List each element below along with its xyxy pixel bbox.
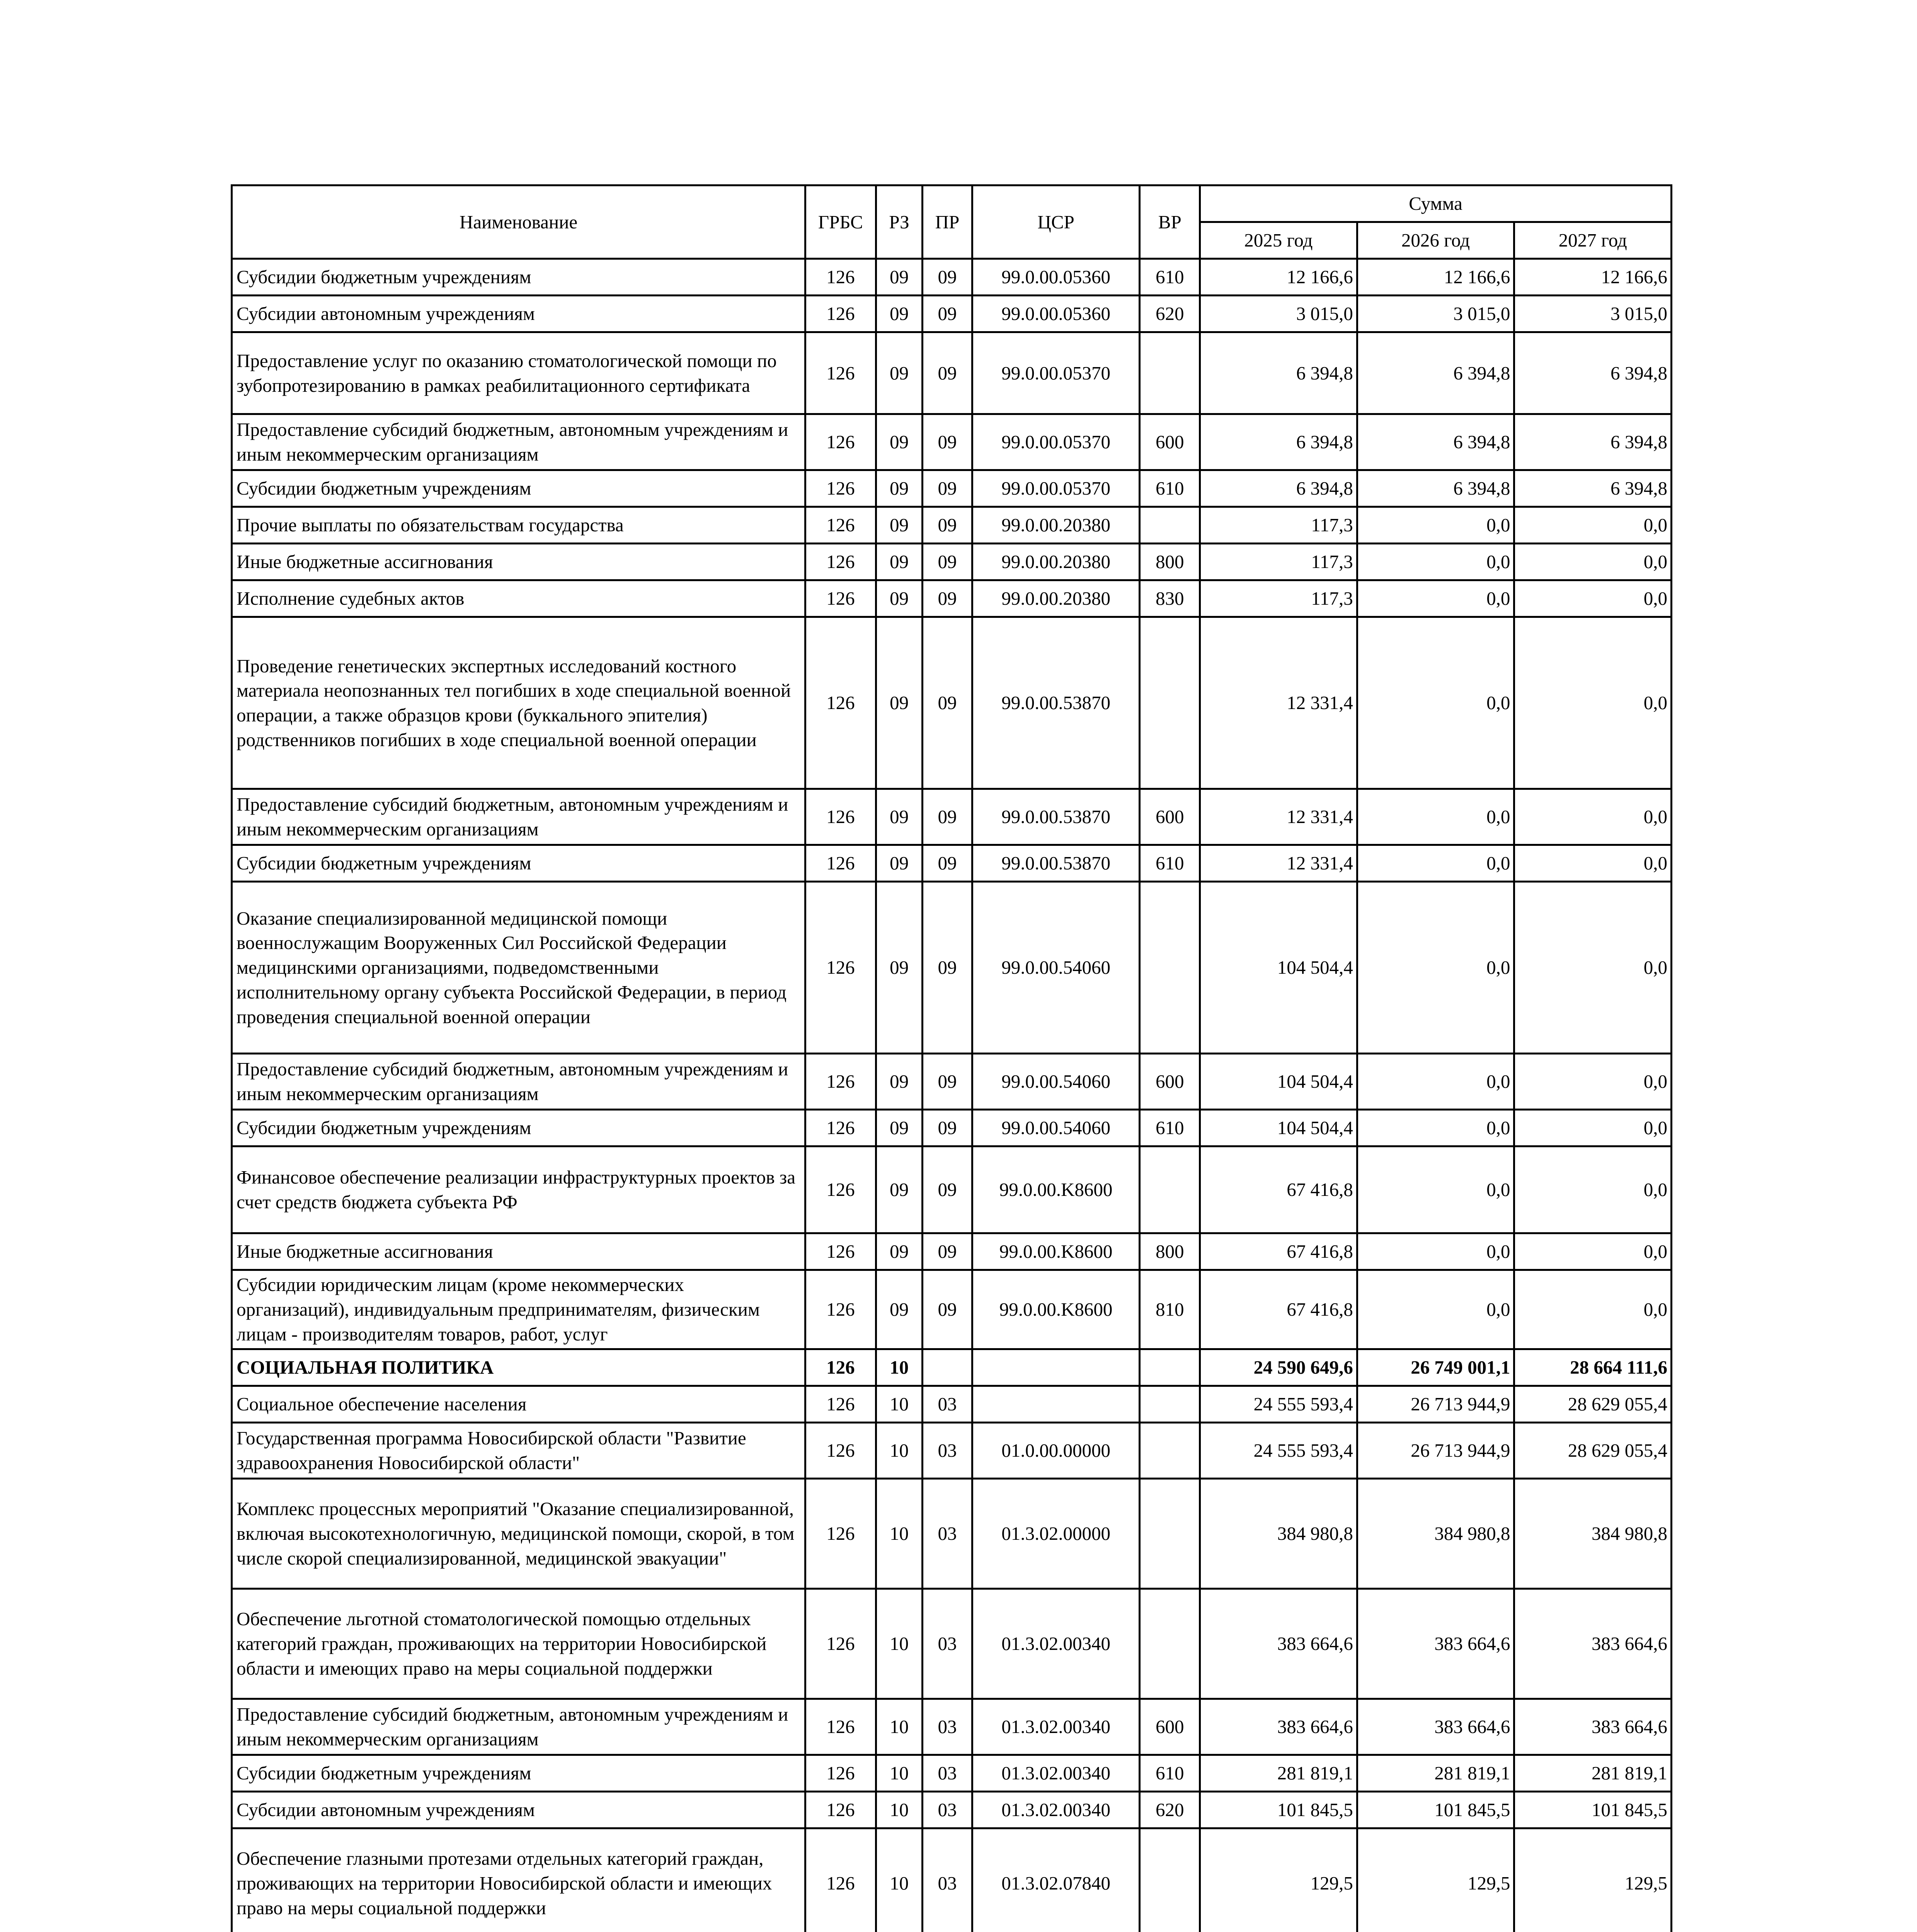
cell-2025: 6 394,8 xyxy=(1200,414,1357,470)
cell-grbs: 126 xyxy=(805,789,876,845)
table-row xyxy=(232,1755,1672,1792)
table-row xyxy=(232,617,1672,789)
cell-vr xyxy=(1140,507,1200,544)
cell-2026: 383 664,6 xyxy=(1357,1699,1514,1755)
cell-2027: 383 664,6 xyxy=(1514,1699,1672,1755)
cell-vr: 620 xyxy=(1140,296,1200,332)
table-row xyxy=(232,1589,1672,1699)
cell-rz: 09 xyxy=(876,1233,922,1270)
cell-rz: 09 xyxy=(876,789,922,845)
cell-grbs: 126 xyxy=(805,1755,876,1792)
cell-2027: 383 664,6 xyxy=(1514,1589,1672,1699)
cell-2025: 101 845,5 xyxy=(1200,1792,1357,1828)
cell-rz: 09 xyxy=(876,882,922,1054)
cell-vr: 610 xyxy=(1140,845,1200,882)
table-row xyxy=(232,1423,1672,1479)
cell-2027: 0,0 xyxy=(1514,1233,1672,1270)
cell-2025: 129,5 xyxy=(1200,1828,1357,1932)
cell-2026: 0,0 xyxy=(1357,544,1514,580)
cell-2025: 6 394,8 xyxy=(1200,332,1357,414)
table-row xyxy=(232,1386,1672,1423)
header-pr: ПР xyxy=(923,185,972,259)
cell-csr: 01.3.02.00340 xyxy=(972,1589,1140,1699)
cell-rz: 09 xyxy=(876,507,922,544)
table-row xyxy=(232,259,1672,296)
cell-2026: 0,0 xyxy=(1357,882,1514,1054)
cell-csr: 99.0.00.20380 xyxy=(972,507,1140,544)
cell-name: Субсидии бюджетным учреждениям xyxy=(232,1755,805,1792)
cell-csr: 99.0.00.54060 xyxy=(972,1054,1140,1110)
header-grbs: ГРБС xyxy=(805,185,876,259)
cell-pr: 03 xyxy=(923,1386,972,1423)
cell-pr: 03 xyxy=(923,1699,972,1755)
cell-vr: 600 xyxy=(1140,789,1200,845)
table-row xyxy=(232,1479,1672,1589)
cell-2027: 384 980,8 xyxy=(1514,1479,1672,1589)
cell-rz: 09 xyxy=(876,1054,922,1110)
cell-grbs: 126 xyxy=(805,1233,876,1270)
cell-pr: 09 xyxy=(923,1110,972,1146)
cell-2026: 281 819,1 xyxy=(1357,1755,1514,1792)
cell-name: СОЦИАЛЬНАЯ ПОЛИТИКА xyxy=(232,1349,805,1386)
table-row xyxy=(232,507,1672,544)
cell-2026: 26 749 001,1 xyxy=(1357,1349,1514,1386)
cell-pr xyxy=(923,1349,972,1386)
cell-name: Предоставление субсидий бюджетным, автономным учреждениям и иным некоммерческим организациям xyxy=(232,1699,805,1755)
cell-pr: 03 xyxy=(923,1423,972,1479)
cell-pr: 09 xyxy=(923,1233,972,1270)
cell-vr: 600 xyxy=(1140,414,1200,470)
cell-name: Субсидии бюджетным учреждениям xyxy=(232,470,805,507)
cell-rz: 10 xyxy=(876,1792,922,1828)
cell-pr: 09 xyxy=(923,882,972,1054)
cell-csr: 01.0.00.00000 xyxy=(972,1423,1140,1479)
cell-name: Комплекс процессных мероприятий "Оказание специализированной, включая высокотехнологичную, медицинской помощи, скорой, в том числе скорой специализированной, медицинской эвакуации" xyxy=(232,1479,805,1589)
cell-2025: 281 819,1 xyxy=(1200,1755,1357,1792)
table-row xyxy=(232,414,1672,470)
cell-2026: 0,0 xyxy=(1357,1270,1514,1349)
cell-2026: 0,0 xyxy=(1357,617,1514,789)
cell-2027: 0,0 xyxy=(1514,1270,1672,1349)
cell-2026: 26 713 944,9 xyxy=(1357,1386,1514,1423)
cell-grbs: 126 xyxy=(805,1792,876,1828)
cell-2025: 12 331,4 xyxy=(1200,845,1357,882)
cell-grbs: 126 xyxy=(805,259,876,296)
cell-name: Государственная программа Новосибирской области "Развитие здравоохранения Новосибирской области" xyxy=(232,1423,805,1479)
cell-pr: 09 xyxy=(923,845,972,882)
table-row xyxy=(232,1270,1672,1349)
cell-2027: 101 845,5 xyxy=(1514,1792,1672,1828)
cell-name: Субсидии автономным учреждениям xyxy=(232,1792,805,1828)
cell-rz: 09 xyxy=(876,296,922,332)
cell-2025: 6 394,8 xyxy=(1200,470,1357,507)
cell-grbs: 126 xyxy=(805,544,876,580)
cell-vr: 610 xyxy=(1140,470,1200,507)
cell-2027: 0,0 xyxy=(1514,580,1672,617)
cell-2027: 0,0 xyxy=(1514,1054,1672,1110)
cell-rz: 10 xyxy=(876,1589,922,1699)
cell-csr: 01.3.02.07840 xyxy=(972,1828,1140,1932)
cell-rz: 09 xyxy=(876,580,922,617)
cell-name: Субсидии бюджетным учреждениям xyxy=(232,845,805,882)
cell-2027: 6 394,8 xyxy=(1514,332,1672,414)
cell-grbs: 126 xyxy=(805,1699,876,1755)
header-year-2025: 2025 год xyxy=(1200,222,1357,259)
cell-pr: 03 xyxy=(923,1828,972,1932)
cell-pr: 09 xyxy=(923,296,972,332)
cell-2027: 6 394,8 xyxy=(1514,414,1672,470)
cell-name: Исполнение судебных актов xyxy=(232,580,805,617)
cell-2025: 24 555 593,4 xyxy=(1200,1386,1357,1423)
cell-2025: 12 331,4 xyxy=(1200,617,1357,789)
cell-grbs: 126 xyxy=(805,1054,876,1110)
cell-2025: 24 590 649,6 xyxy=(1200,1349,1357,1386)
cell-2026: 0,0 xyxy=(1357,580,1514,617)
cell-name: Социальное обеспечение населения xyxy=(232,1386,805,1423)
cell-csr: 99.0.00.53870 xyxy=(972,789,1140,845)
cell-vr xyxy=(1140,617,1200,789)
cell-rz: 09 xyxy=(876,845,922,882)
cell-grbs: 126 xyxy=(805,845,876,882)
table-row xyxy=(232,789,1672,845)
cell-2027: 0,0 xyxy=(1514,1146,1672,1233)
table-row xyxy=(232,1828,1672,1932)
cell-2025: 24 555 593,4 xyxy=(1200,1423,1357,1479)
cell-name: Прочие выплаты по обязательствам государства xyxy=(232,507,805,544)
cell-2026: 0,0 xyxy=(1357,1110,1514,1146)
header-sum: Сумма xyxy=(1200,185,1672,222)
cell-name: Обеспечение глазными протезами отдельных категорий граждан, проживающих на территории Новосибирской области и имеющих право на меры социальной поддержки xyxy=(232,1828,805,1932)
cell-name: Предоставление услуг по оказанию стоматологической помощи по зубопротезированию в рамках реабилитационного сертификата xyxy=(232,332,805,414)
header-name: Наименование xyxy=(232,185,805,259)
cell-2026: 129,5 xyxy=(1357,1828,1514,1932)
cell-2026: 384 980,8 xyxy=(1357,1479,1514,1589)
cell-csr: 99.0.00.05360 xyxy=(972,296,1140,332)
cell-2027: 28 629 055,4 xyxy=(1514,1386,1672,1423)
cell-rz: 10 xyxy=(876,1386,922,1423)
cell-2025: 67 416,8 xyxy=(1200,1270,1357,1349)
table-row xyxy=(232,845,1672,882)
table-row xyxy=(232,1233,1672,1270)
cell-csr: 01.3.02.00340 xyxy=(972,1755,1140,1792)
cell-grbs: 126 xyxy=(805,580,876,617)
cell-name: Предоставление субсидий бюджетным, автономным учреждениям и иным некоммерческим организациям xyxy=(232,414,805,470)
cell-name: Иные бюджетные ассигнования xyxy=(232,1233,805,1270)
cell-pr: 03 xyxy=(923,1479,972,1589)
cell-2027: 3 015,0 xyxy=(1514,296,1672,332)
table-header xyxy=(232,185,1672,259)
cell-csr: 99.0.00.53870 xyxy=(972,845,1140,882)
budget-table xyxy=(231,184,1672,1932)
cell-grbs: 126 xyxy=(805,617,876,789)
cell-pr: 03 xyxy=(923,1792,972,1828)
cell-name: Субсидии бюджетным учреждениям xyxy=(232,1110,805,1146)
cell-name: Субсидии юридическим лицам (кроме некоммерческих организаций), индивидуальным предпринимателям, физическим лицам - производителям товаров, работ, услуг xyxy=(232,1270,805,1349)
table-row xyxy=(232,1792,1672,1828)
cell-csr: 99.0.00.05370 xyxy=(972,332,1140,414)
cell-2025: 117,3 xyxy=(1200,507,1357,544)
cell-grbs: 126 xyxy=(805,1828,876,1932)
header-rz: РЗ xyxy=(876,185,922,259)
cell-name: Проведение генетических экспертных исследований костного материала неопознанных тел погибших в ходе специальной военной операции, а также образцов крови (буккального эпителия) родственников погибших в ходе специальной военной операции xyxy=(232,617,805,789)
cell-grbs: 126 xyxy=(805,1146,876,1233)
cell-vr xyxy=(1140,1386,1200,1423)
cell-pr: 09 xyxy=(923,470,972,507)
cell-name: Субсидии автономным учреждениям xyxy=(232,296,805,332)
cell-pr: 03 xyxy=(923,1755,972,1792)
cell-2027: 28 629 055,4 xyxy=(1514,1423,1672,1479)
cell-2027: 0,0 xyxy=(1514,1110,1672,1146)
cell-rz: 10 xyxy=(876,1423,922,1479)
cell-2026: 0,0 xyxy=(1357,845,1514,882)
cell-csr: 99.0.00.20380 xyxy=(972,580,1140,617)
cell-csr: 01.3.02.00340 xyxy=(972,1792,1140,1828)
cell-name: Субсидии бюджетным учреждениям xyxy=(232,259,805,296)
cell-rz: 09 xyxy=(876,470,922,507)
cell-2027: 0,0 xyxy=(1514,544,1672,580)
cell-grbs: 126 xyxy=(805,470,876,507)
cell-2026: 6 394,8 xyxy=(1357,332,1514,414)
cell-pr: 09 xyxy=(923,414,972,470)
cell-pr: 09 xyxy=(923,580,972,617)
cell-rz: 09 xyxy=(876,544,922,580)
cell-grbs: 126 xyxy=(805,1110,876,1146)
cell-csr xyxy=(972,1349,1140,1386)
cell-2026: 101 845,5 xyxy=(1357,1792,1514,1828)
cell-2026: 0,0 xyxy=(1357,507,1514,544)
cell-vr: 620 xyxy=(1140,1792,1200,1828)
cell-csr: 99.0.00.K8600 xyxy=(972,1146,1140,1233)
cell-2026: 0,0 xyxy=(1357,1054,1514,1110)
cell-csr: 01.3.02.00340 xyxy=(972,1699,1140,1755)
cell-2026: 383 664,6 xyxy=(1357,1589,1514,1699)
cell-name: Иные бюджетные ассигнования xyxy=(232,544,805,580)
cell-pr: 09 xyxy=(923,789,972,845)
cell-csr: 99.0.00.05370 xyxy=(972,414,1140,470)
cell-vr xyxy=(1140,1423,1200,1479)
table-row xyxy=(232,1699,1672,1755)
table-body xyxy=(232,259,1672,1932)
cell-vr xyxy=(1140,1589,1200,1699)
cell-2026: 0,0 xyxy=(1357,789,1514,845)
cell-rz: 09 xyxy=(876,1110,922,1146)
cell-2027: 0,0 xyxy=(1514,789,1672,845)
table-row xyxy=(232,332,1672,414)
cell-2026: 3 015,0 xyxy=(1357,296,1514,332)
header-year-2026: 2026 год xyxy=(1357,222,1514,259)
cell-pr: 09 xyxy=(923,507,972,544)
cell-csr: 99.0.00.54060 xyxy=(972,1110,1140,1146)
table-row xyxy=(232,544,1672,580)
cell-csr: 99.0.00.53870 xyxy=(972,617,1140,789)
table-row xyxy=(232,1349,1672,1386)
cell-csr: 99.0.00.05370 xyxy=(972,470,1140,507)
cell-vr: 800 xyxy=(1140,1233,1200,1270)
cell-vr: 800 xyxy=(1140,544,1200,580)
cell-2025: 67 416,8 xyxy=(1200,1146,1357,1233)
cell-2025: 67 416,8 xyxy=(1200,1233,1357,1270)
cell-vr: 830 xyxy=(1140,580,1200,617)
cell-2027: 6 394,8 xyxy=(1514,470,1672,507)
cell-csr xyxy=(972,1386,1140,1423)
cell-2025: 383 664,6 xyxy=(1200,1699,1357,1755)
cell-rz: 09 xyxy=(876,1270,922,1349)
cell-grbs: 126 xyxy=(805,882,876,1054)
cell-vr xyxy=(1140,1146,1200,1233)
table-row xyxy=(232,580,1672,617)
cell-csr: 99.0.00.54060 xyxy=(972,882,1140,1054)
cell-rz: 09 xyxy=(876,617,922,789)
cell-rz: 09 xyxy=(876,259,922,296)
cell-grbs: 126 xyxy=(805,1349,876,1386)
cell-2025: 104 504,4 xyxy=(1200,882,1357,1054)
cell-2026: 12 166,6 xyxy=(1357,259,1514,296)
cell-pr: 09 xyxy=(923,1054,972,1110)
cell-vr: 610 xyxy=(1140,259,1200,296)
cell-2027: 0,0 xyxy=(1514,845,1672,882)
cell-grbs: 126 xyxy=(805,1270,876,1349)
cell-grbs: 126 xyxy=(805,414,876,470)
cell-pr: 09 xyxy=(923,259,972,296)
cell-2027: 0,0 xyxy=(1514,617,1672,789)
table-row xyxy=(232,882,1672,1054)
cell-name: Финансовое обеспечение реализации инфраструктурных проектов за счет средств бюджета субъекта РФ xyxy=(232,1146,805,1233)
cell-rz: 10 xyxy=(876,1479,922,1589)
cell-vr: 610 xyxy=(1140,1110,1200,1146)
table-row xyxy=(232,1110,1672,1146)
cell-csr: 99.0.00.05360 xyxy=(972,259,1140,296)
cell-2026: 6 394,8 xyxy=(1357,414,1514,470)
cell-csr: 99.0.00.20380 xyxy=(972,544,1140,580)
cell-vr: 600 xyxy=(1140,1054,1200,1110)
cell-grbs: 126 xyxy=(805,1479,876,1589)
cell-2025: 3 015,0 xyxy=(1200,296,1357,332)
cell-pr: 09 xyxy=(923,1270,972,1349)
cell-pr: 09 xyxy=(923,544,972,580)
cell-2026: 0,0 xyxy=(1357,1146,1514,1233)
header-year-2027: 2027 год xyxy=(1514,222,1672,259)
cell-grbs: 126 xyxy=(805,1386,876,1423)
cell-rz: 09 xyxy=(876,1146,922,1233)
cell-2025: 384 980,8 xyxy=(1200,1479,1357,1589)
cell-2025: 104 504,4 xyxy=(1200,1110,1357,1146)
cell-grbs: 126 xyxy=(805,1589,876,1699)
cell-grbs: 126 xyxy=(805,296,876,332)
cell-name: Предоставление субсидий бюджетным, автономным учреждениям и иным некоммерческим организациям xyxy=(232,1054,805,1110)
cell-pr: 09 xyxy=(923,1146,972,1233)
cell-name: Обеспечение льготной стоматологической помощью отдельных категорий граждан, проживающих на территории Новосибирской области и имеющих право на меры социальной поддержки xyxy=(232,1589,805,1699)
cell-grbs: 126 xyxy=(805,1423,876,1479)
cell-csr: 99.0.00.K8600 xyxy=(972,1270,1140,1349)
cell-vr xyxy=(1140,882,1200,1054)
cell-2027: 0,0 xyxy=(1514,882,1672,1054)
cell-vr xyxy=(1140,332,1200,414)
cell-2027: 28 664 111,6 xyxy=(1514,1349,1672,1386)
cell-name: Предоставление субсидий бюджетным, автономным учреждениям и иным некоммерческим организациям xyxy=(232,789,805,845)
table-row xyxy=(232,1146,1672,1233)
cell-2027: 129,5 xyxy=(1514,1828,1672,1932)
table-row xyxy=(232,1054,1672,1110)
cell-rz: 10 xyxy=(876,1755,922,1792)
cell-grbs: 126 xyxy=(805,507,876,544)
cell-pr: 09 xyxy=(923,617,972,789)
cell-vr xyxy=(1140,1828,1200,1932)
cell-name: Оказание специализированной медицинской помощи военнослужащим Вооруженных Сил Российской Федерации медицинскими организациями, подведомственными исполнительному органу субъекта Российской Федерации, в период проведения специальной военной операции xyxy=(232,882,805,1054)
cell-vr xyxy=(1140,1349,1200,1386)
cell-rz: 10 xyxy=(876,1699,922,1755)
cell-vr: 810 xyxy=(1140,1270,1200,1349)
header-csr: ЦСР xyxy=(972,185,1140,259)
cell-2025: 383 664,6 xyxy=(1200,1589,1357,1699)
cell-2025: 117,3 xyxy=(1200,580,1357,617)
cell-pr: 03 xyxy=(923,1589,972,1699)
cell-2026: 6 394,8 xyxy=(1357,470,1514,507)
header-vr: ВР xyxy=(1140,185,1200,259)
cell-2025: 104 504,4 xyxy=(1200,1054,1357,1110)
cell-2025: 12 166,6 xyxy=(1200,259,1357,296)
cell-vr: 600 xyxy=(1140,1699,1200,1755)
cell-2027: 0,0 xyxy=(1514,507,1672,544)
cell-rz: 09 xyxy=(876,414,922,470)
table-row xyxy=(232,470,1672,507)
cell-csr: 99.0.00.K8600 xyxy=(972,1233,1140,1270)
cell-grbs: 126 xyxy=(805,332,876,414)
cell-2025: 12 331,4 xyxy=(1200,789,1357,845)
cell-rz: 10 xyxy=(876,1349,922,1386)
table-row xyxy=(232,296,1672,332)
cell-rz: 10 xyxy=(876,1828,922,1932)
cell-2026: 26 713 944,9 xyxy=(1357,1423,1514,1479)
cell-2027: 281 819,1 xyxy=(1514,1755,1672,1792)
cell-vr xyxy=(1140,1479,1200,1589)
cell-rz: 09 xyxy=(876,332,922,414)
cell-2027: 12 166,6 xyxy=(1514,259,1672,296)
cell-2025: 117,3 xyxy=(1200,544,1357,580)
cell-pr: 09 xyxy=(923,332,972,414)
cell-csr: 01.3.02.00000 xyxy=(972,1479,1140,1589)
cell-2026: 0,0 xyxy=(1357,1233,1514,1270)
cell-vr: 610 xyxy=(1140,1755,1200,1792)
